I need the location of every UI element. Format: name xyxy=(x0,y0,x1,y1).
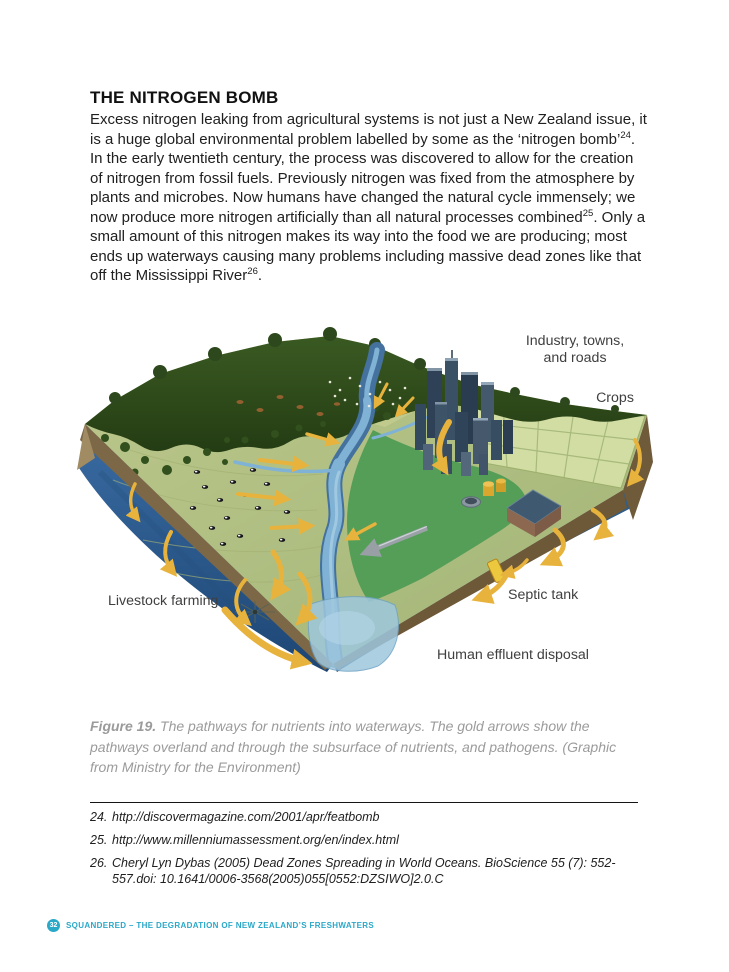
figure-caption-text: The pathways for nutrients into waterways. The gold arrows show the pathways overland and through the subsurface of nutrients, and pathogens. (Graphic from Ministry for the Environment) xyxy=(90,718,617,775)
label-industry-line1: Industry, towns, xyxy=(525,333,625,349)
label-crops: Crops xyxy=(596,390,634,406)
page-footer xyxy=(47,919,374,932)
label-septic-tank: Septic tank xyxy=(508,587,579,603)
figure-19-illustration xyxy=(75,312,658,672)
footnote-text: http://discovermagazine.com/2001/apr/featbomb xyxy=(112,810,380,824)
label-livestock-farming: Livestock farming xyxy=(108,593,219,609)
figure-caption-label: Figure 19. xyxy=(90,718,157,734)
footnote-25 xyxy=(90,833,647,849)
footnotes xyxy=(90,810,647,895)
footnote-divider xyxy=(90,802,638,803)
label-industry-line2: and roads xyxy=(543,350,607,366)
footnote-26 xyxy=(90,856,647,887)
figure-caption xyxy=(90,716,646,778)
estuary xyxy=(308,597,398,672)
footnote-24 xyxy=(90,810,647,826)
footnote-number: 24. xyxy=(90,810,108,824)
label-human-effluent: Human effluent disposal xyxy=(437,647,589,663)
footnote-number: 25. xyxy=(90,833,108,847)
figure-19 xyxy=(75,312,658,672)
footnote-text: Cheryl Lyn Dybas (2005) Dead Zones Spreading in World Oceans. BioScience 55 (7): 552-557.doi: 10.1641/0006-3568(2005)055[0552:DZSIWO]2.0.C xyxy=(112,856,616,886)
page-number-badge: 32 xyxy=(47,919,60,932)
page-title: THE NITROGEN BOMB xyxy=(90,88,279,107)
body-paragraph: Excess nitrogen leaking from agricultural systems is not just a New Zealand issue, it is a huge global environmental problem labelled by some as the ‘nitrogen bomb’$^{24}$. In the early twentieth century, the process was discovered to allow for the creation of nitrogen from fossil fuels. Previously nitrogen was fixed from the atmosphere by plants and microbes. Now humans have changed the natural cycle immensely; we now produce more nitrogen artificially than all natural processes combined$^{25}$. Only a small amount of this nitrogen makes its way into the food we are producing; most ends up waterways causing many problems including massive dead zones like that off the Mississippi River$^{26}$. xyxy=(90,111,647,284)
footer-report-title: SQUANDERED – THE DEGRADATION OF NEW ZEALAND’S FRESHWATERS xyxy=(66,921,375,930)
footnote-text: http://www.millenniumassessment.org/en/index.html xyxy=(112,833,399,847)
footnote-number: 26. xyxy=(90,856,108,870)
